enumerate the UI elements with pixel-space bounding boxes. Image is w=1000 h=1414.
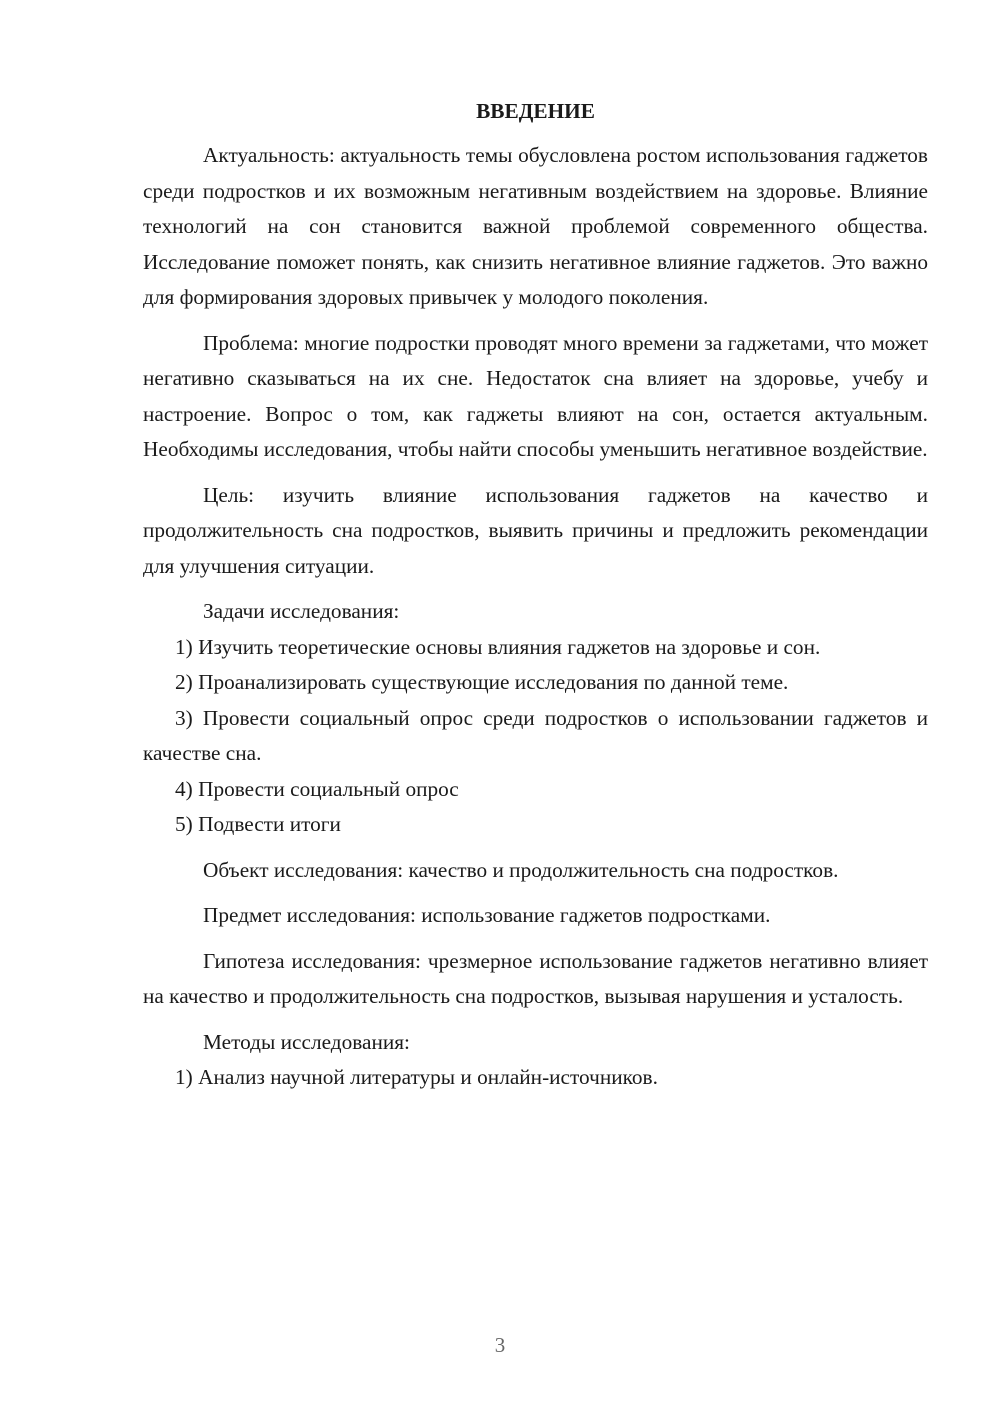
section-title: ВВЕДЕНИЕ xyxy=(476,99,595,123)
task-item-1: 1) Изучить теоретические основы влияния гаджетов на здоровье и сон. xyxy=(175,634,821,659)
task-item-4: 4) Провести социальный опрос xyxy=(175,776,459,801)
paragraph-object: Объект исследования: качество и продолжительность сна подростков. xyxy=(203,857,839,882)
task-item-2: 2) Проанализировать существующие исследования по данной теме. xyxy=(175,670,789,694)
paragraph-relevance: Актуальность: актуальность темы обусловлена ростом использования гаджетов среди подростков и их возможным негативным воздействием на здоровье. Влияние технологий на сон становится важной проблемой современного общества. Исследование поможет понять, как снизить негативное влияние гаджетов. Это важно для формирования здоровых привычек у молодого поколения. xyxy=(143,143,928,309)
task-item-3: 3) Провести социальный опрос среди подростков о использовании гаджетов и качестве сна. xyxy=(143,705,928,765)
paragraph-subject: Предмет исследования: использование гаджетов подростками. xyxy=(203,903,771,927)
method-item-1: 1) Анализ научной литературы и онлайн-источников. xyxy=(175,1065,658,1089)
tasks-heading: Задачи исследования: xyxy=(203,599,400,623)
paragraph-problem: Проблема: многие подростки проводят много времени за гаджетами, что может негативно сказываться на их сне. Недостаток сна влияет на здоровье, учебу и настроение. Вопрос о том, как гаджеты влияют на сон, остается актуальным. Необходимы исследования, чтобы найти способы уменьшить негативное воздействие. xyxy=(143,330,928,461)
paragraph-goal: Цель: изучить влияние использования гаджетов на качество и продолжительность сна подростков, выявить причины и предложить рекомендации для улучшения ситуации. xyxy=(143,482,928,578)
paragraph-hypothesis: Гипотеза исследования: чрезмерное использование гаджетов негативно влияет на качество и продолжительность сна подростков, вызывая нарушения и усталость. xyxy=(143,948,928,1008)
document-page xyxy=(143,95,928,1096)
methods-heading: Методы исследования: xyxy=(203,1029,410,1054)
task-item-5: 5) Подвести итоги xyxy=(175,812,341,836)
page-number: 3 xyxy=(494,1333,506,1357)
